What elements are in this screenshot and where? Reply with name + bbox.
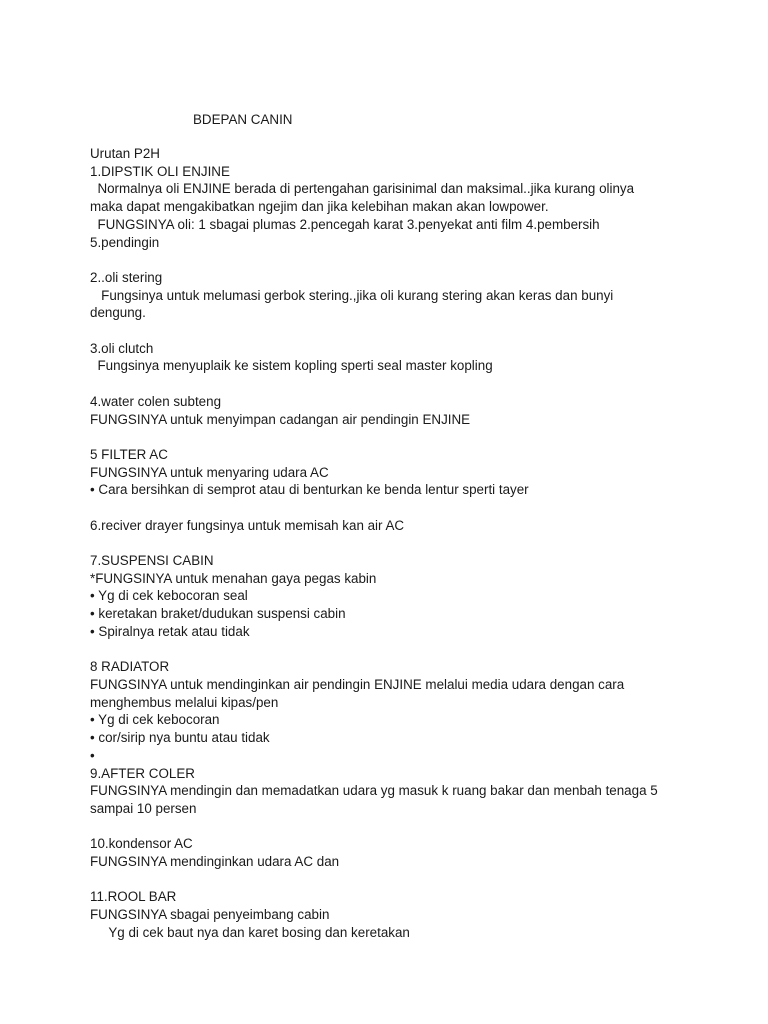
text-line: 3.oli clutch	[90, 340, 154, 356]
text-line: • cor/sirip nya buntu atau tidak	[90, 730, 270, 746]
text-line: FUNGSINYA sbagai penyeimbang cabin	[90, 907, 330, 923]
text-line: Fungsinya menyuplaik ke sistem kopling sperti seal master kopling	[90, 358, 493, 374]
section-gap	[90, 499, 690, 517]
section-gap	[90, 375, 690, 393]
section-8	[90, 658, 690, 817]
text-line: 6.reciver drayer fungsinya untuk memisah kan air AC	[90, 517, 405, 533]
document-title: BDEPAN CANIN	[193, 112, 293, 127]
text-line: FUNGSINYA untuk menyaring udara AC	[90, 464, 329, 480]
text-line: FUNGSINYA untuk mendinginkan air pendingin ENJINE melalui media udara dengan cara	[90, 676, 625, 692]
text-line: Yg di cek baut nya dan karet bosing dan keretakan	[90, 924, 410, 940]
text-line: maka dapat mengakibatkan ngejim dan jika kelebihan makan akan lowpower.	[90, 199, 549, 215]
text-line: • Yg di cek kebocoran seal	[90, 588, 248, 604]
text-line: 11.ROOL BAR	[90, 889, 177, 905]
section-5	[90, 446, 690, 499]
text-line: FUNGSINYA mendingin dan memadatkan udara yg masuk k ruang bakar dan menbah tenaga 5	[90, 783, 658, 799]
text-line: 9.AFTER COLER	[90, 765, 195, 781]
text-line: FUNGSINYA untuk menyimpan cadangan air pendingin ENJINE	[90, 411, 471, 427]
text-line: • Cara bersihkan di semprot atau di benturkan ke benda lentur sperti tayer	[90, 482, 529, 498]
text-line: 7.SUSPENSI CABIN	[90, 553, 214, 569]
section-6	[90, 517, 690, 535]
text-line: 2..oli stering	[90, 269, 163, 285]
section-10	[90, 888, 690, 941]
text-line: 10.kondensor AC	[90, 836, 193, 852]
section-2	[90, 269, 690, 322]
section-gap	[90, 871, 690, 889]
text-line: • Yg di cek kebocoran	[90, 712, 220, 728]
text-line: Normalnya oli ENJINE berada di pertengahan garisinimal dan maksimal..jika kurang olinya	[90, 181, 635, 197]
section-gap	[90, 534, 690, 552]
section-7	[90, 552, 690, 641]
text-line: sampai 10 persen	[90, 800, 197, 816]
section-gap	[90, 641, 690, 659]
text-line: •	[90, 747, 95, 763]
section-gap	[90, 428, 690, 446]
section-1	[90, 145, 690, 251]
text-line: *FUNGSINYA untuk menahan gaya pegas kabin	[90, 570, 377, 586]
section-3	[90, 340, 690, 375]
section-gap	[90, 818, 690, 836]
section-gap	[90, 322, 690, 340]
text-line: 5.pendingin	[90, 234, 160, 250]
text-line: 8 RADIATOR	[90, 659, 170, 675]
section-4	[90, 393, 690, 428]
document-body	[90, 145, 690, 942]
text-line: FUNGSINYA oli: 1 sbagai plumas 2.pencegah karat 3.penyekat anti film 4.pembersih	[90, 216, 600, 232]
section-gap	[90, 251, 690, 269]
text-line: dengung.	[90, 305, 146, 321]
text-line: Urutan P2H	[90, 146, 160, 161]
text-line: FUNGSINYA mendinginkan udara AC dan	[90, 854, 340, 869]
text-line: Fungsinya untuk melumasi gerbok stering.,jika oli kurang stering akan keras dan bunyi	[90, 287, 614, 303]
text-line: 5 FILTER AC	[90, 446, 168, 462]
text-line: 4.water colen subteng	[90, 393, 222, 409]
text-line: menghembus melalui kipas/pen	[90, 694, 279, 710]
section-9	[90, 835, 690, 870]
text-line: • Spiralnya retak atau tidak	[90, 623, 250, 639]
text-line: 1.DIPSTIK OLI ENJINE	[90, 163, 230, 179]
text-line: • keretakan braket/dudukan suspensi cabin	[90, 606, 346, 622]
